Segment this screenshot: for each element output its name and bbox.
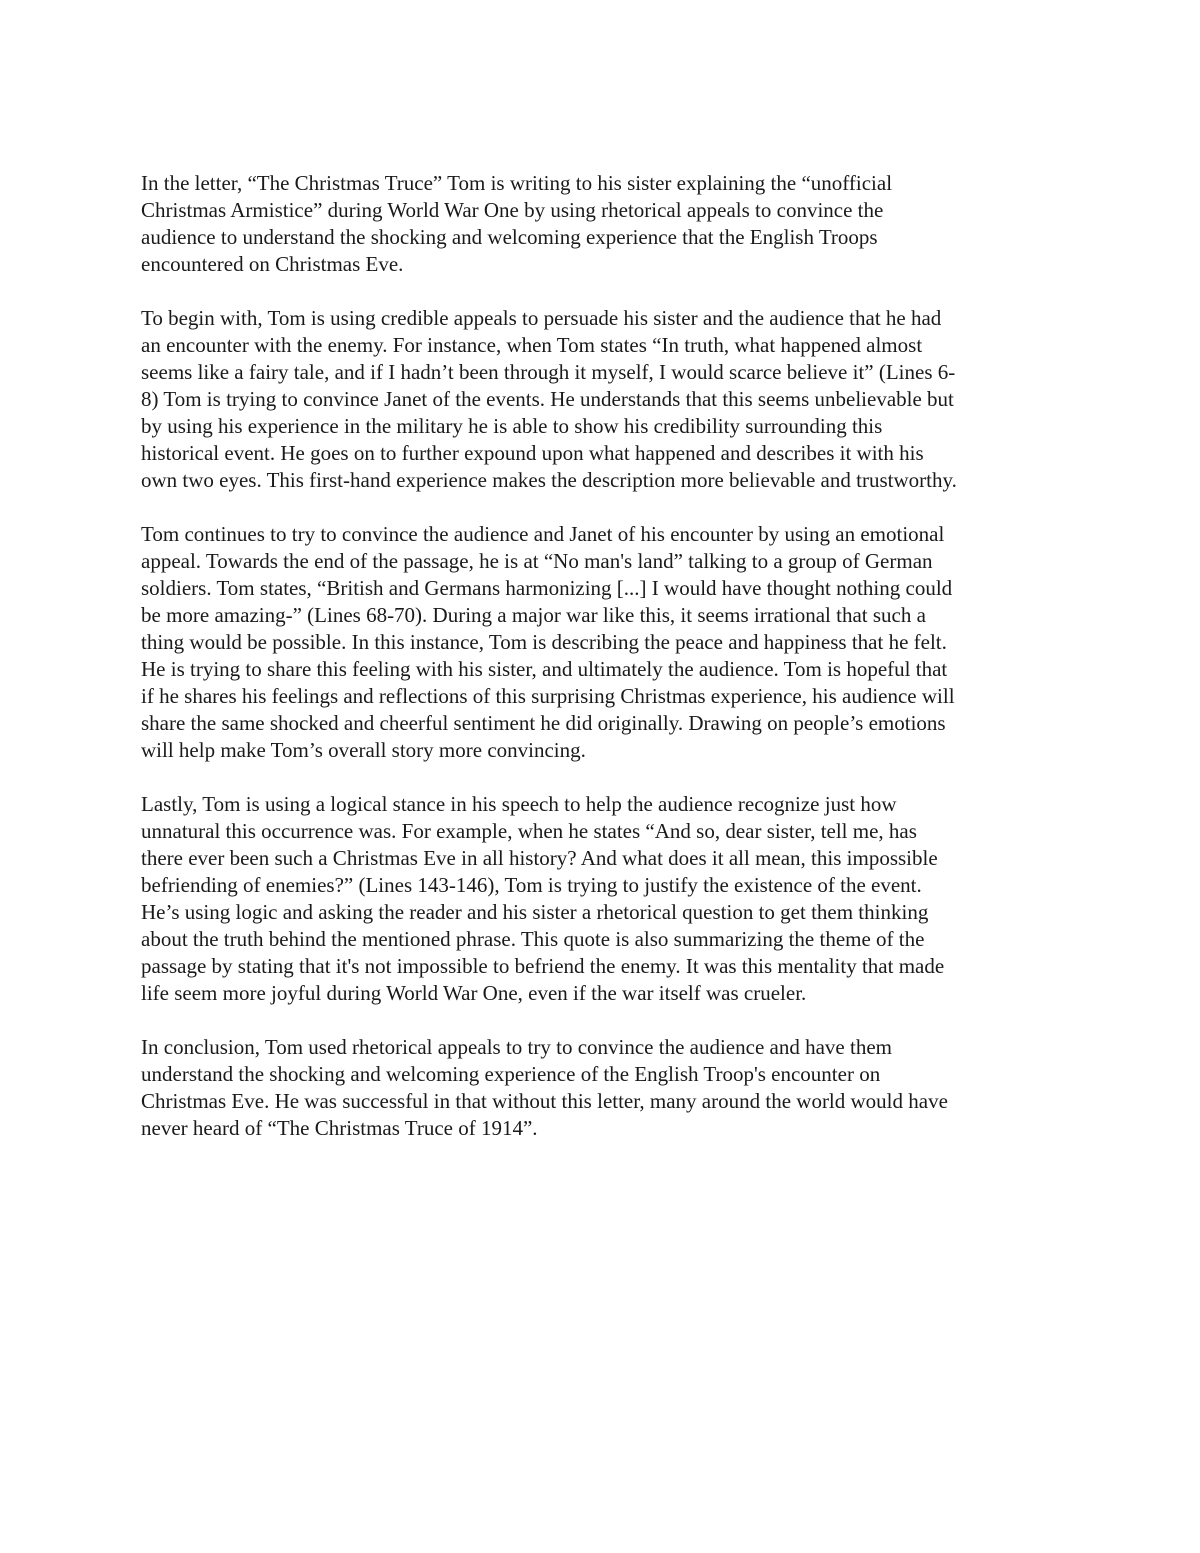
text-line: if he shares his feelings and reflections of this surprising Christmas experience, his audience will [141, 684, 955, 708]
essay-body [141, 170, 1066, 1169]
text-line: encountered on Christmas Eve. [141, 252, 404, 276]
text-line: appeal. Towards the end of the passage, he is at “No man's land” talking to a group of German [141, 549, 933, 573]
text-line: life seem more joyful during World War One, even if the war itself was crueler. [141, 981, 807, 1005]
text-line: He’s using logic and asking the reader and his sister a rhetorical question to get them thinking [141, 900, 929, 924]
text-line: In the letter, “The Christmas Truce” Tom is writing to his sister explaining the “unofficial [141, 171, 893, 195]
text-line: Christmas Eve. He was successful in that without this letter, many around the world would have [141, 1089, 948, 1113]
paragraph-introduction [141, 170, 1066, 278]
paragraph-conclusion [141, 1034, 1066, 1142]
text-line: never heard of “The Christmas Truce of 1914”. [141, 1116, 538, 1140]
text-line: To begin with, Tom is using credible appeals to persuade his sister and the audience that he had [141, 306, 942, 330]
text-line: Tom continues to try to convince the audience and Janet of his encounter by using an emotional [141, 522, 945, 546]
text-line: passage by stating that it's not impossible to befriend the enemy. It was this mentality that made [141, 954, 945, 978]
text-line: Lastly, Tom is using a logical stance in his speech to help the audience recognize just how [141, 792, 897, 816]
paragraph-emotional-appeal [141, 521, 1066, 764]
text-line: unnatural this occurrence was. For example, when he states “And so, dear sister, tell me, has [141, 819, 917, 843]
text-line: an encounter with the enemy. For instance, when Tom states “In truth, what happened almost [141, 333, 923, 357]
text-line: own two eyes. This first-hand experience makes the description more believable and trustworthy. [141, 468, 957, 492]
text-line: In conclusion, Tom used rhetorical appeals to try to convince the audience and have them [141, 1035, 892, 1059]
text-line: there ever been such a Christmas Eve in all history? And what does it all mean, this impossible [141, 846, 938, 870]
text-line: audience to understand the shocking and welcoming experience that the English Troops [141, 225, 878, 249]
text-line: about the truth behind the mentioned phrase. This quote is also summarizing the theme of the [141, 927, 925, 951]
text-line: by using his experience in the military he is able to show his credibility surrounding this [141, 414, 883, 438]
text-line: understand the shocking and welcoming experience of the English Troop's encounter on [141, 1062, 881, 1086]
paragraph-logical-appeal [141, 791, 1066, 1007]
text-line: 8) Tom is trying to convince Janet of the events. He understands that this seems unbelievable but [141, 387, 954, 411]
text-line: befriending of enemies?” (Lines 143-146), Tom is trying to justify the existence of the event. [141, 873, 922, 897]
text-line: soldiers. Tom states, “British and Germans harmonizing [...] I would have thought nothing could [141, 576, 953, 600]
text-line: Christmas Armistice” during World War One by using rhetorical appeals to convince the [141, 198, 884, 222]
text-line: will help make Tom’s overall story more convincing. [141, 738, 586, 762]
text-line: seems like a fairy tale, and if I hadn’t been through it myself, I would scarce believe it” (Lines 6- [141, 360, 956, 384]
text-line: share the same shocked and cheerful sentiment he did originally. Drawing on people’s emotions [141, 711, 946, 735]
text-line: thing would be possible. In this instance, Tom is describing the peace and happiness that he felt. [141, 630, 947, 654]
paragraph-credibility [141, 305, 1066, 494]
text-line: historical event. He goes on to further expound upon what happened and describes it with his [141, 441, 924, 465]
text-line: be more amazing-” (Lines 68-70). During a major war like this, it seems irrational that such a [141, 603, 926, 627]
text-line: He is trying to share this feeling with his sister, and ultimately the audience. Tom is hopeful that [141, 657, 948, 681]
